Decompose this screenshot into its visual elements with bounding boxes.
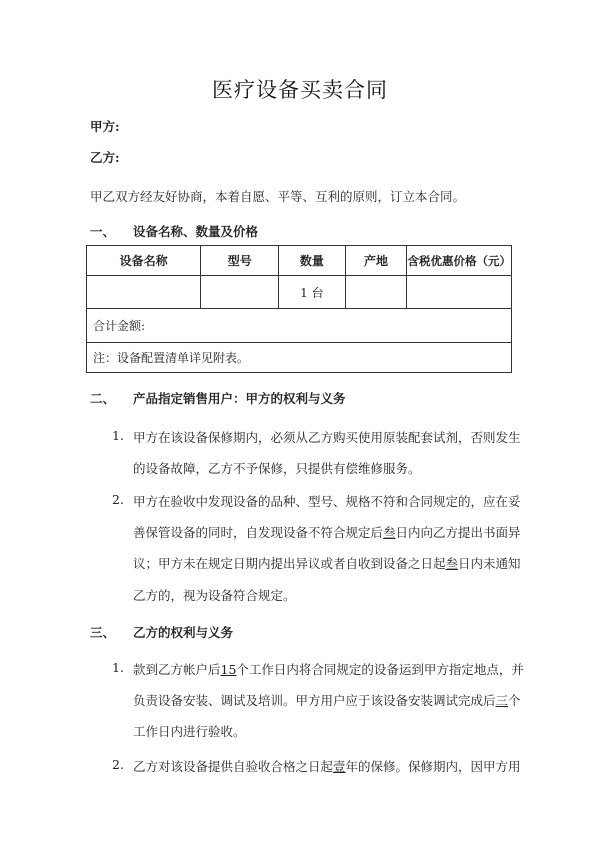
- text: 个: [508, 693, 521, 708]
- section3-item2-number: 2.: [112, 757, 124, 772]
- section3-item1-line3: 工作日内进行验收。: [133, 724, 246, 739]
- document-title: 医疗设备买卖合同: [212, 78, 388, 102]
- party-a-label: 甲方:: [90, 119, 120, 134]
- text: 善保管设备的同时，自发现设备不符合规定后: [133, 525, 384, 540]
- intro-paragraph: 甲乙双方经友好协商，本着自愿、平等、互利的原则，订立本合同。: [90, 189, 466, 204]
- text: 款到乙方帐户后: [133, 662, 221, 677]
- table-note: 注：设备配置清单详见附表。: [87, 343, 512, 373]
- total-amount-label: 合计金额:: [87, 309, 512, 343]
- table-header-row: [87, 246, 512, 276]
- cell-equipment-name: [87, 276, 201, 309]
- section3-item2-line1: [133, 757, 521, 775]
- section2-item1-line1: 甲方在该设备保修期内，必须从乙方购买使用原装配套试剂，否则发生: [133, 430, 521, 445]
- section2-item2-line2: [133, 523, 521, 541]
- section2-item2-line3: [133, 554, 521, 572]
- header-equipment-name: 设备名称: [87, 246, 201, 276]
- party-b-label: 乙方:: [90, 150, 120, 165]
- text: 负责设备安装、调试及培训。甲方用户应于该设备安装调试完成后: [133, 693, 496, 708]
- section2-item2-line1: 甲方在验收中发现设备的品种、型号、规格不符和合同规定的，应在妥: [133, 494, 521, 509]
- text: 乙方对该设备提供自验收合格之日起: [133, 759, 334, 774]
- cell-model: [201, 276, 279, 309]
- underlined-years: 壹: [333, 759, 346, 774]
- text: 日内向乙方提出书面异: [395, 525, 521, 540]
- section3-number: 三、: [90, 625, 116, 640]
- header-origin: 产地: [345, 246, 407, 276]
- header-price: 含税优惠价格（元）: [407, 246, 512, 276]
- section2-item1-number: 1.: [112, 428, 124, 443]
- section2-item2-line4: 乙方的，视为设备符合规定。: [133, 588, 296, 603]
- text: 年的保修。保修期内，因甲方用: [345, 759, 521, 774]
- section3-item1-line2: [133, 691, 521, 709]
- section2-item2-number: 2.: [112, 492, 124, 507]
- underlined-days: 15: [220, 662, 237, 677]
- section2-item1-line2: 的设备故障，乙方不予保修，只提供有偿维修服务。: [133, 461, 421, 476]
- section3-item1-number: 1.: [112, 660, 124, 675]
- underlined-days: 三: [495, 693, 509, 708]
- table-row: [87, 276, 512, 309]
- section2-number: 二、: [90, 391, 116, 406]
- table-total-row: [87, 309, 512, 343]
- underlined-days: 叁: [383, 525, 396, 540]
- table-note-row: [87, 343, 512, 373]
- cell-origin: [345, 276, 407, 309]
- section3-title: 乙方的权利与义务: [133, 625, 234, 640]
- cell-price: [407, 276, 512, 309]
- equipment-table: [86, 245, 512, 373]
- text: 个工作日内将合同规定的设备运到甲方指定地点，并: [236, 662, 524, 677]
- section3-item1-line1: [133, 660, 524, 678]
- text: 议；甲方未在规定日期内提出异议或者自收到设备之日起: [133, 556, 446, 571]
- header-model: 型号: [201, 246, 279, 276]
- section2-title: 产品指定销售用户：甲方的权利与义务: [133, 391, 346, 406]
- section1-title: 设备名称、数量及价格: [133, 224, 259, 239]
- underlined-days: 叁: [445, 556, 459, 571]
- cell-quantity: 1 台: [279, 276, 345, 309]
- text: 日内未通知: [458, 556, 521, 571]
- section1-number: 一、: [90, 224, 116, 239]
- header-quantity: 数量: [279, 246, 345, 276]
